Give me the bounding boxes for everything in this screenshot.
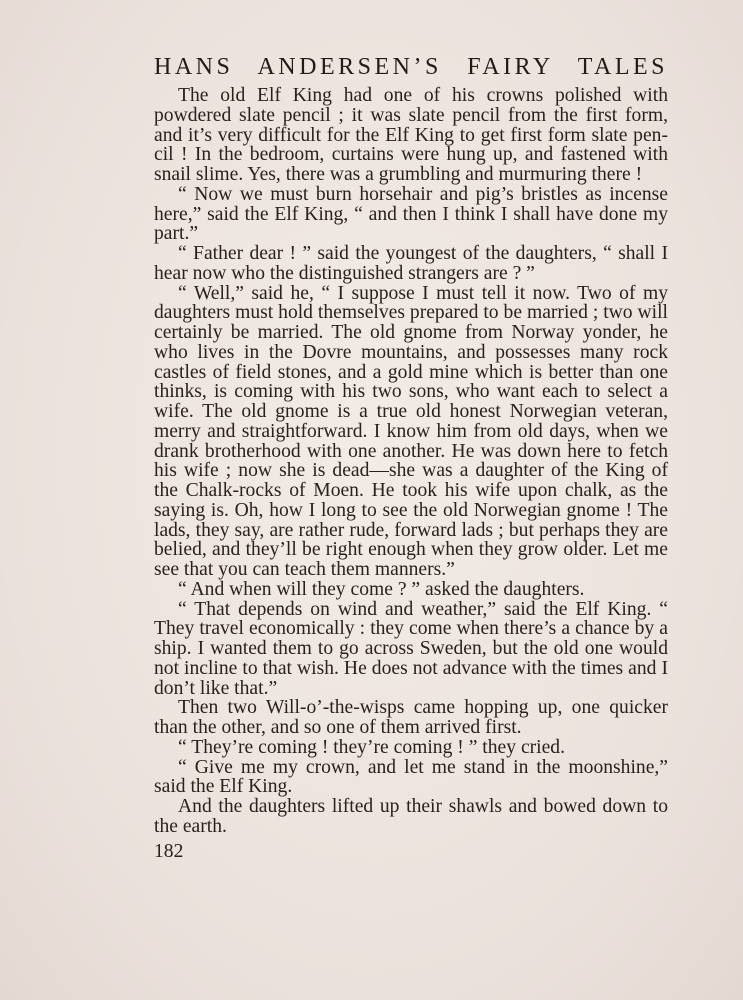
paragraph: “ And when will they come ? ” asked the daughters. — [178, 578, 585, 600]
paragraph: “ Give me my crown, and let me stand in the moonshine,” said the Elf King. — [154, 756, 668, 798]
paragraph: “ Father dear ! ” said the youngest of the daughters, “ shall I hear now who the distinguished strangers are ? ” — [154, 243, 668, 284]
book-page — [154, 52, 668, 863]
paragraph: Then two Will-o’-the-wisps came hopping up, one quicker than the other, and so one of them arrived first. — [154, 697, 668, 738]
paragraph: And the daughters lifted up their shawls and bowed down to the earth. — [154, 796, 668, 837]
paragraph: “ That depends on wind and weather,” said the Elf King. “ They travel economically : they come when there’s a chance by a ship. I wanted them to go across Sweden, but the old one would not incline to that wish. He does not advance with the times and I don’t like that.” — [154, 598, 668, 699]
paragraph: “ Now we must burn horsehair and pig’s bristles as incense here,” said the Elf King, “ and then I think I shall have done my part.” — [154, 183, 668, 245]
paragraph: The old Elf King had one of his crowns polished with powdered slate pencil ; it was slate pencil from the first form, and it’s very difficult for the Elf King to get first form slate pen- cil ! In the bedroom, curtains were hung up, and fastened with snail slime. Yes, there was a grumbling and murmuring there ! — [154, 85, 668, 185]
paragraph: “ Well,” said he, “ I suppose I must tell it now. Two of my daughters must hold themselves prepared to be married ; two will certainly be married. The old gnome from Norway yonder, he who lives in the Dovre mountains, and possesses many rock castles of field stones, and a gold mine which is better than one thinks, is coming with his two sons, who want each to select a wife. The old gnome is a true old honest Norwegian veteran, merry and straightforward. I know him from old days, when we drank brotherhood with one another. He was down here to fetch his wife ; now she is dead—she was a daughter of the King of the Chalk-rocks of Moen. He took his wife upon chalk, as the saying is. Oh, how I long to see the old Norwegian gnome ! The lads, they say, are rather rude, forward lads ; but perhaps they are belied, and they’ll be right enough when they grow older. Let me see that you can teach them manners.” — [154, 282, 668, 580]
running-head: HANS ANDERSEN’S FAIRY TALES — [154, 54, 668, 80]
paragraph: “ They’re coming ! they’re coming ! ” they cried. — [178, 736, 565, 758]
body-text — [154, 86, 668, 837]
page-number: 182 — [154, 840, 184, 862]
